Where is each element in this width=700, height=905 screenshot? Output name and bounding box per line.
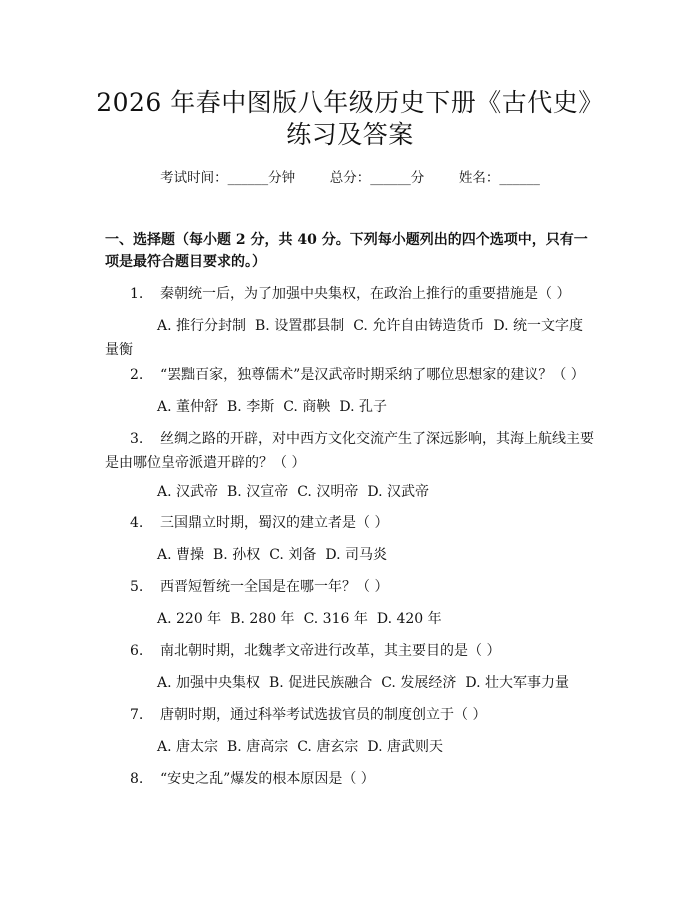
option-c: C. 汉明帝 <box>297 484 359 500</box>
exam-info-line <box>0 168 700 188</box>
question-number: 6. <box>130 643 144 659</box>
option-d: D. 420 年 <box>376 611 442 627</box>
question-number: 1. <box>130 286 144 302</box>
option-b: B. 孙权 <box>213 547 261 563</box>
option-b: B. 李斯 <box>227 399 275 415</box>
question-text: 南北朝时期，北魏孝文帝进行改革，其主要目的是（ ） <box>160 643 501 659</box>
question-2 <box>105 363 595 387</box>
question-text: 三国鼎立时期，蜀汉的建立者是（ ） <box>160 515 389 531</box>
section-heading: 一、选择题（每小题 2 分，共 40 分。下列每小题列出的四个选项中，只有一项是最符合题目要求的。） <box>105 232 588 270</box>
question-3 <box>105 427 595 475</box>
option-c: C. 发展经济 <box>381 675 457 691</box>
question-2-options <box>105 395 595 419</box>
question-4 <box>105 511 595 535</box>
question-text: “罢黜百家，独尊儒术”是汉武帝时期采纳了哪位思想家的建议？（ ） <box>160 367 585 383</box>
option-b: B. 促进民族融合 <box>269 675 373 691</box>
question-number: 3. <box>130 431 144 447</box>
option-a: A. 220 年 <box>157 611 222 627</box>
option-c: C. 商鞅 <box>283 399 331 415</box>
question-text: 唐朝时期，通过科举考试选拔官员的制度创立于（ ） <box>160 707 487 723</box>
question-5 <box>105 575 595 599</box>
question-number: 4. <box>130 515 144 531</box>
exam-time-field: 考试时间：______分钟 <box>160 170 296 186</box>
question-8 <box>105 767 595 791</box>
option-d: D. 孔子 <box>339 399 387 415</box>
question-7-options <box>105 735 595 759</box>
page-subtitle: 练习及答案 <box>286 120 414 149</box>
option-b: B. 设置郡县制 <box>255 318 345 334</box>
option-d: D. 司马炎 <box>325 547 387 563</box>
option-d: D. 汉武帝 <box>367 484 429 500</box>
option-c: C. 刘备 <box>269 547 317 563</box>
question-4-options <box>105 543 595 567</box>
question-number: 8. <box>130 771 144 787</box>
question-text: 丝绸之路的开辟，对中西方文化交流产生了深远影响，其海上航线主要是由哪位皇帝派遣开辟的？（ ） <box>105 431 594 471</box>
option-d: D. 壮大军事力量 <box>465 675 569 691</box>
option-d: D. 统一文字度量衡 <box>105 318 583 358</box>
question-6-options <box>105 671 595 695</box>
question-7 <box>105 703 595 727</box>
question-1 <box>105 282 595 306</box>
option-a: A. 推行分封制 <box>157 318 247 334</box>
option-a: A. 加强中央集权 <box>157 675 261 691</box>
option-a: A. 曹操 <box>157 547 205 563</box>
option-a: A. 汉武帝 <box>157 484 219 500</box>
option-b: B. 唐高宗 <box>227 739 289 755</box>
question-text: 秦朝统一后，为了加强中央集权，在政治上推行的重要措施是（ ） <box>160 286 571 302</box>
question-number: 2. <box>130 367 144 383</box>
page-title: 2026 年春中图版八年级历史下册《古代史》 <box>96 88 604 117</box>
question-3-options <box>105 480 595 504</box>
total-score-field: 总分：______分 <box>329 170 425 186</box>
question-1-options <box>105 314 595 362</box>
question-text: 西晋短暂统一全国是在哪一年？（ ） <box>160 579 389 595</box>
question-5-options <box>105 607 595 631</box>
option-b: B. 汉宣帝 <box>227 484 289 500</box>
option-b: B. 280 年 <box>230 611 295 627</box>
option-c: C. 唐玄宗 <box>297 739 359 755</box>
option-d: D. 唐武则天 <box>367 739 443 755</box>
question-text: “安史之乱”爆发的根本原因是（ ） <box>160 771 375 787</box>
option-a: A. 唐太宗 <box>157 739 219 755</box>
question-number: 7. <box>130 707 144 723</box>
option-c: C. 允许自由铸造货币 <box>353 318 485 334</box>
question-number: 5. <box>130 579 144 595</box>
option-c: C. 316 年 <box>303 611 368 627</box>
question-6 <box>105 639 595 663</box>
option-a: A. 董仲舒 <box>157 399 219 415</box>
student-name-field: 姓名：______ <box>458 170 540 186</box>
